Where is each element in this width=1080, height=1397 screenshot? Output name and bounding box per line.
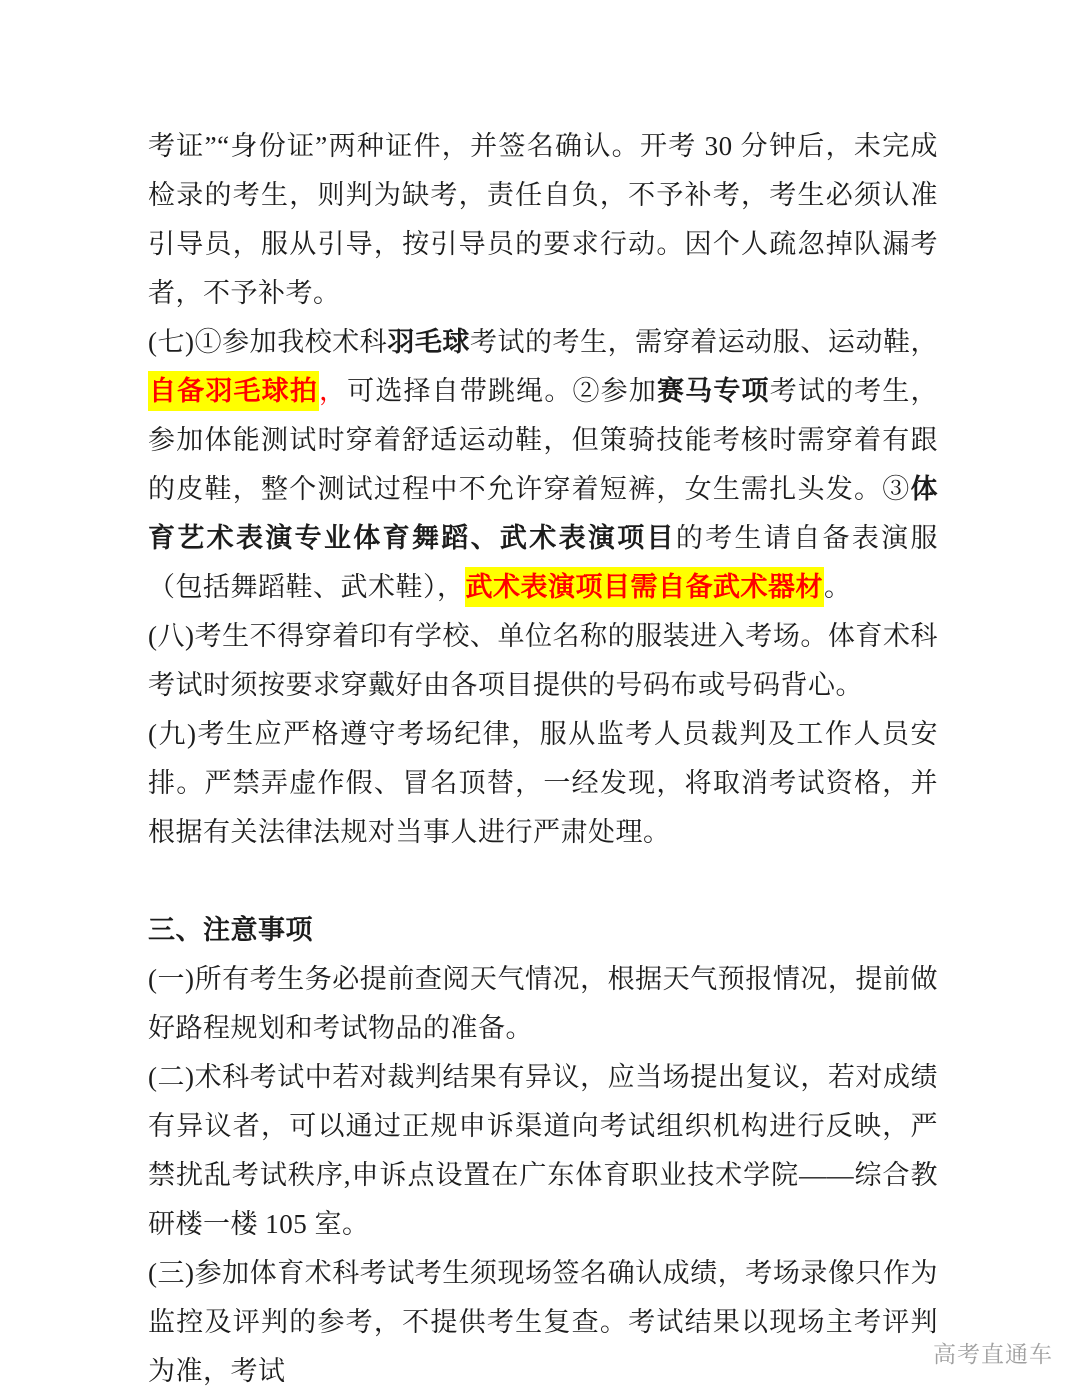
text-run: 考证”“身份证”两种证件，并签名确认。开考 30 分钟后，未完成检录的考生，则判为缺考，责任自负，不予补考，考生必须认准引导员，服从引导，按引导员的要求行动。因个人疏忽掉队漏考者，不予补考。 — [148, 131, 938, 308]
document-body — [148, 122, 938, 1396]
highlighted-text: 自备羽毛球拍 — [148, 371, 319, 411]
text-run: 可选择自带跳绳。②参加 — [347, 376, 658, 406]
paragraph — [148, 955, 938, 1053]
text-run: ， — [319, 376, 348, 406]
text-run: 的考生请自备表演服（包括舞蹈鞋、武术鞋）， — [148, 523, 939, 602]
text-run: 赛马专项 — [657, 376, 770, 406]
text-run: 三、注意事项 — [148, 915, 313, 945]
text-run: 体育艺术表演专业体育舞蹈、武术表演项目 — [148, 474, 938, 553]
text-run: (三)参加体育术科考试考生须现场签名确认成绩，考场录像只作为监控及评判的参考，不提供考生复查。考试结果以现场主考评判为准，考试 — [148, 1258, 938, 1386]
paragraph — [148, 612, 938, 710]
paragraph — [148, 1249, 938, 1396]
watermark: 高考直通车 — [933, 1341, 1053, 1367]
paragraph — [148, 122, 938, 318]
paragraph — [148, 318, 938, 612]
text-run: 羽毛球 — [387, 327, 470, 357]
section-heading — [148, 906, 938, 955]
text-run: (二)术科考试中若对裁判结果有异议，应当场提出复议，若对成绩有异议者，可以通过正规申诉渠道向考试组织机构进行反映，严禁扰乱考试秩序,申诉点设置在广东体育职业技术学院——综合教研楼一楼 105 室。 — [148, 1062, 938, 1239]
text-run: (七)①参加我校术科 — [148, 327, 388, 357]
text-run: 考试的考生，参加体能测试时穿着舒适运动鞋，但策骑技能考核时需穿着有跟的皮鞋，整个测试过程中不允许穿着短裤，女生需扎头发。③ — [148, 376, 939, 504]
paragraph — [148, 1053, 938, 1249]
highlighted-text: 武术表演项目需自备武术器材 — [465, 567, 825, 607]
paragraph — [148, 710, 938, 857]
text-run: 。 — [824, 572, 852, 602]
text-run: (九)考生应严格遵守考场纪律，服从监考人员裁判及工作人员安排。严禁弄虚作假、冒名顶替，一经发现，将取消考试资格，并根据有关法律法规对当事人进行严肃处理。 — [148, 719, 938, 847]
text-run: (八)考生不得穿着印有学校、单位名称的服装进入考场。体育术科考试时须按要求穿戴好由各项目提供的号码布或号码背心。 — [148, 621, 938, 700]
text-run: 考试的考生，需穿着运动服、运动鞋， — [469, 327, 939, 357]
paragraph-spacer — [148, 857, 938, 906]
text-run: (一)所有考生务必提前查阅天气情况，根据天气预报情况，提前做好路程规划和考试物品的准备。 — [148, 964, 938, 1043]
